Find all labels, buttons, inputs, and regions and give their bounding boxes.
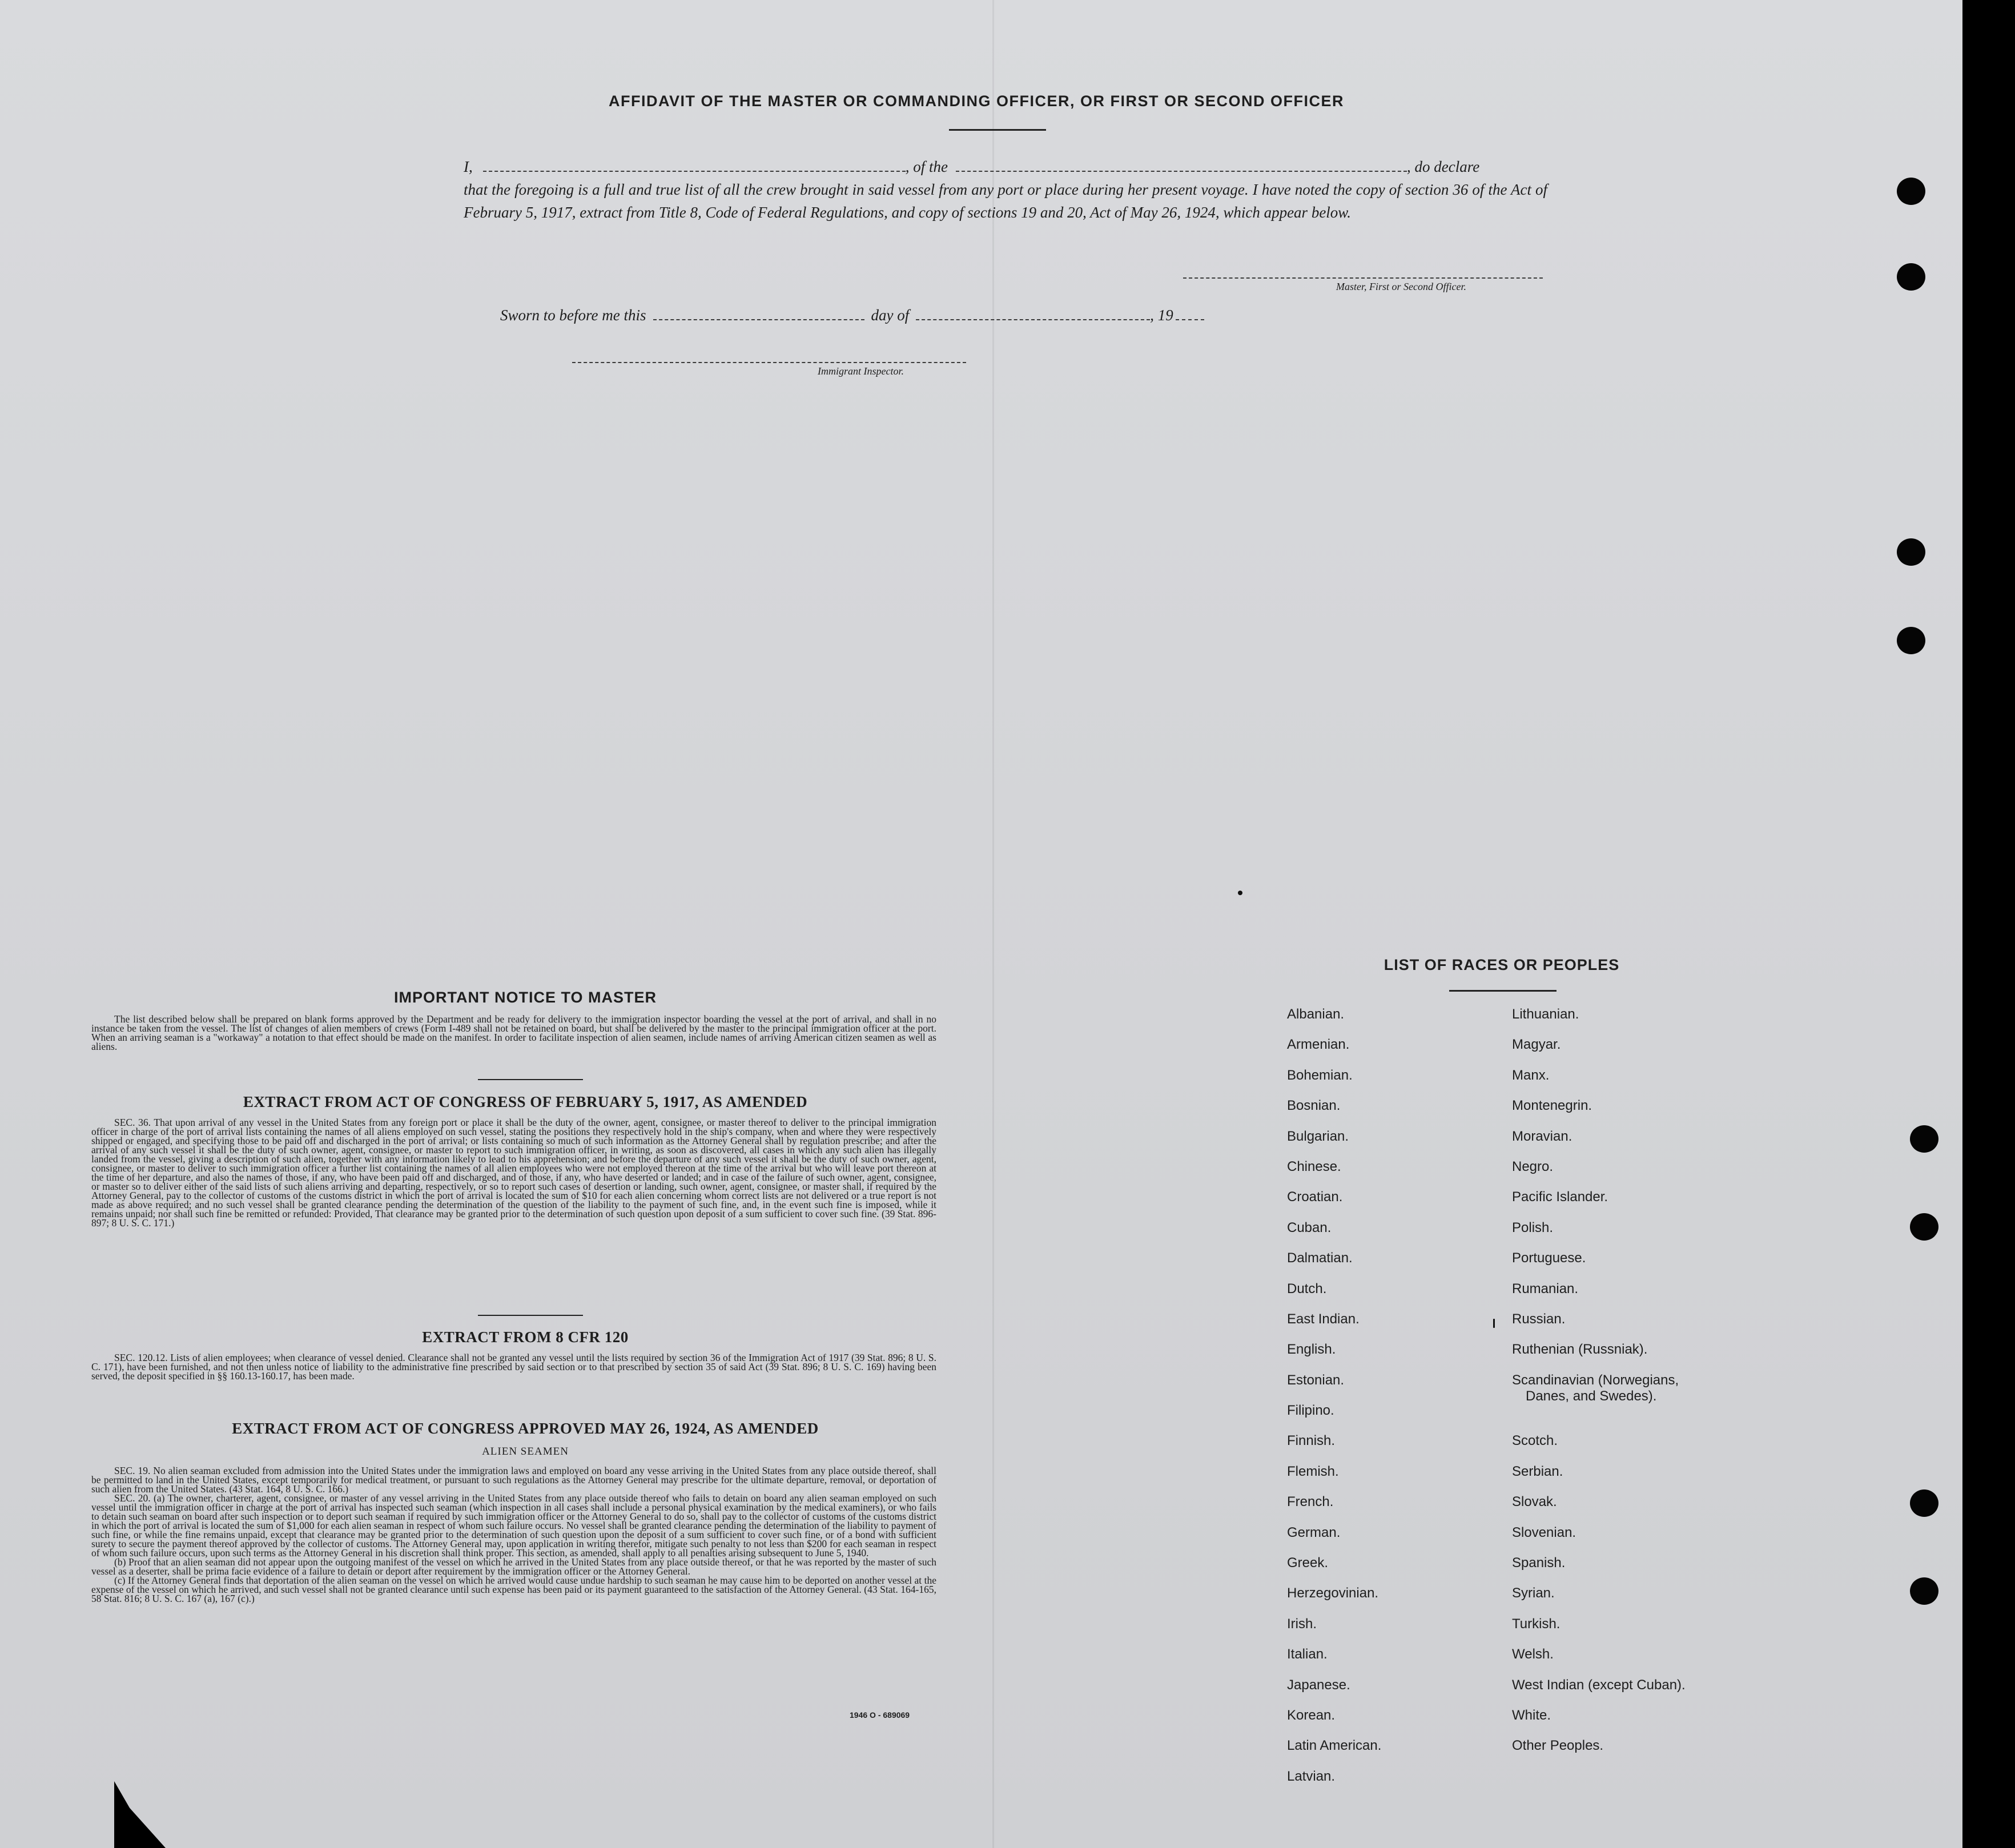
master-signature-line[interactable] [1183, 277, 1543, 279]
notice-rule [478, 1079, 583, 1080]
declaration-body: that the foregoing is a full and true list of all the crew brought in said vessel from any port or place during her present voyage. I have noted the copy of section 36 of the Act of February 5, 1917, extract from Title 8, Code of Federal Regulations, and copy of sections 19 and 20, Act of May 26, 1924, which appear below. [464, 181, 1547, 221]
section-20b-text: (b) Proof that an alien seaman did not appear upon the outgoing manifest of the vessel on which he arrived in the United States from any place outside thereof, or that he was reported by the master of such vessel as a deserter, shall be prima facie evidence of a failure to detain or deport after requirement by the immigration officer or the Attorney General. [91, 1556, 936, 1577]
sworn-day-blank[interactable] [653, 308, 864, 320]
race-item: Croatian. [1287, 1189, 1343, 1205]
extract-1924-subtitle: ALIEN SEAMEN [482, 1446, 569, 1458]
extract-1924-title: EXTRACT FROM ACT OF CONGRESS APPROVED MAY 26, 1924, AS AMENDED [232, 1420, 819, 1437]
extract-1917-title: EXTRACT FROM ACT OF CONGRESS OF FEBRUARY 5, 1917, AS AMENDED [243, 1093, 808, 1110]
race-item: Serbian. [1512, 1463, 1563, 1479]
extract-1917-rule [478, 1315, 583, 1316]
race-item: English. [1287, 1342, 1336, 1358]
race-item: Moravian. [1512, 1128, 1572, 1144]
race-item: Polish. [1512, 1219, 1554, 1235]
race-item: Negro. [1512, 1158, 1554, 1174]
ink-speck [1493, 1319, 1495, 1328]
declaration-first-line [464, 155, 1547, 178]
race-item: Manx. [1512, 1067, 1550, 1083]
race-item: White. [1512, 1708, 1551, 1723]
race-item: Italian. [1287, 1646, 1328, 1662]
title-rule [949, 129, 1046, 131]
notice-body: The list described below shall be prepared on blank forms approved by the Department and be ready for delivery to the immigration inspector boarding the vessel at the port of arrival, and shall in no instance be taken from the vessel. The list of changes of alien members of crews (Form I-489 shall not be retained on board, but shall be delivered by the master to the principal immigration officer at the port. When an arriving seaman is a "workaway" a notation to that effect should be made on the manifest. In order to facilitate inspection of alien seamen, include names of arriving American citizen seamen as well as aliens. [91, 1013, 936, 1052]
race-item: Scotch. [1512, 1433, 1558, 1449]
race-item: Chinese. [1287, 1158, 1341, 1174]
race-item: Spanish. [1512, 1555, 1566, 1571]
sworn-prefix-text: Sworn to before me this [500, 307, 646, 324]
race-item: Armenian. [1287, 1037, 1350, 1053]
vessel-blank[interactable] [956, 159, 1407, 172]
extract-cfr-body: SEC. 120.12. Lists of alien employees; when clearance of vessel denied. Clearance shall not be granted any vessel until the lists required by section 36 of the Immigration Act of 1917 (39 Stat. 896; 8 U. S. C. 171), have been furnished, and not then unless notice of liability to the administrative fine prescribed by said section or to that prescribed by section 35 of said Act (39 Stat. 896; 8 U. S. C. 169) having been served, the deposit specified in §§ 160.13-160.17, has been made. [91, 1352, 936, 1382]
race-item: Finnish. [1287, 1433, 1336, 1449]
race-item: Pacific Islander. [1512, 1189, 1608, 1205]
race-item: Portuguese. [1512, 1250, 1586, 1266]
inspector-signature-caption: Immigrant Inspector. [818, 365, 904, 377]
punch-hole [1897, 627, 1925, 654]
race-item: Syrian. [1512, 1585, 1555, 1601]
punch-hole [1910, 1125, 1938, 1153]
race-item: Dutch. [1287, 1281, 1327, 1297]
race-item: Slovenian. [1512, 1524, 1576, 1540]
print-code: 1946 O - 689069 [850, 1710, 910, 1720]
race-item: Magyar. [1512, 1037, 1561, 1053]
extract-1924-body [91, 1466, 936, 1603]
race-item: Japanese. [1287, 1677, 1350, 1693]
declaration-paragraph [464, 155, 1547, 224]
section-20a-text: SEC. 20. (a) The owner, charterer, agent, consignee, or master of any vessel arriving in the United States from any place outside thereof who fails to detain on board any alien seaman employed on such vessel until the immigration officer in charge at the port of arrival has inspected such seaman (which inspection in all cases shall include a personal physical examination by the medical examiners), or who fails to detain such seaman on board after such inspection or to deport such seaman if required by such immigration officer or the Attorney General to do so, shall pay to the collector of customs of the customs district in which the port of arrival is located the sum of $1,000 for each alien seaman in respect of whom such failure occurs. No vessel shall be granted clearance pending the determination of the liability to payment of such fine, or while the fine remains unpaid, except that clearance may be granted prior to the determination of such question upon the deposit of a sum sufficient to cover such fine, or of a bond with sufficient surety to secure the payment thereof approved by the collector of customs. The Attorney General may, upon application in writing therefor, mitigate such penalty to not less than $200 for each seaman in respect of whom such failure occurs, upon such terms as the Attorney General in his discretion shall think proper. This section, as amended, shall apply to all penalties arising subsequent to June 5, 1940. [91, 1492, 936, 1559]
race-item: Korean. [1287, 1707, 1336, 1723]
notice-title: IMPORTANT NOTICE TO MASTER [394, 989, 657, 1006]
punch-hole [1910, 1577, 1938, 1605]
race-item: Lithuanian. [1512, 1006, 1579, 1022]
sworn-year-blank[interactable] [1176, 308, 1204, 320]
ink-speck [1238, 891, 1242, 895]
day-of-text: day of [871, 307, 910, 324]
race-item: Estonian. [1287, 1372, 1345, 1388]
race-item: Scandinavian (Norwegians, [1512, 1372, 1679, 1388]
race-item: Turkish. [1512, 1616, 1560, 1632]
section-19-text: SEC. 19. No alien seaman excluded from admission into the United States under the immigration laws and employed on board any vesse arriving in the United States from any place outside thereof, shall be permitted to land in the United States, except temporarily for medical treatment, or pursuant to such regulations as the Attorney General may prescribe for the ultimate departure, removal, or deportation of such alien from the United States. (43 Stat. 164, 8 U. S. C. 166.) [91, 1465, 936, 1495]
race-item: West Indian (except Cuban). [1512, 1677, 1686, 1693]
race-item: Irish. [1287, 1616, 1317, 1632]
do-declare-text: , do declare [1407, 158, 1480, 175]
year-prefix-text: , 19 [1150, 307, 1173, 324]
inspector-signature-line[interactable] [572, 362, 966, 363]
punch-hole [1897, 538, 1925, 566]
pre-name-text: I, [464, 158, 473, 175]
punch-hole [1910, 1213, 1938, 1241]
race-item: Flemish. [1287, 1463, 1339, 1479]
races-title: LIST OF RACES OR PEOPLES [1383, 956, 1620, 973]
fold-crease [992, 0, 994, 1848]
race-item: German. [1287, 1524, 1341, 1540]
of-the-text: , of the [905, 158, 948, 175]
affidavit-title: AFFIDAVIT OF THE MASTER OR COMMANDING OFFICER, OR FIRST OR SECOND OFFICER [609, 92, 1344, 110]
sworn-line [500, 304, 1204, 327]
sworn-month-blank[interactable] [916, 308, 1150, 320]
race-item: Slovak. [1512, 1494, 1557, 1510]
name-blank[interactable] [483, 159, 906, 172]
race-item: Latvian. [1287, 1768, 1336, 1784]
race-item: Other Peoples. [1512, 1738, 1604, 1754]
extract-cfr-title: EXTRACT FROM 8 CFR 120 [422, 1328, 629, 1346]
punch-hole [1910, 1489, 1938, 1517]
race-item: French. [1287, 1494, 1334, 1510]
races-rule [1449, 990, 1557, 992]
races-left-column [1287, 1006, 1381, 1799]
race-item: Bosnian. [1287, 1098, 1341, 1114]
race-item: Latin American. [1287, 1738, 1382, 1754]
race-item: Filipino. [1287, 1403, 1334, 1419]
section-20c-text: (c) If the Attorney General finds that deportation of the alien seaman on the vessel on which he arrived would cause undue hardship to such seaman he may cause him to be deported on another vessel at the expense of the vessel on which he arrived, and such vessel shall not be granted clearance until such expense has been paid or its payment guaranteed to the satisfaction of the Attorney General. (43 Stat. 164-165, 58 Stat. 816; 8 U. S. C. 167 (a), 167 (c).) [91, 1575, 936, 1604]
race-item: Cuban. [1287, 1219, 1332, 1235]
race-item: Bohemian. [1287, 1067, 1353, 1083]
race-item: Russian. [1512, 1311, 1566, 1327]
race-item: Danes, and Swedes). [1526, 1388, 1657, 1404]
punch-hole [1897, 263, 1925, 291]
race-item: Rumanian. [1512, 1281, 1579, 1297]
race-item: Montenegrin. [1512, 1098, 1592, 1114]
race-item: Bulgarian. [1287, 1128, 1349, 1144]
race-item: Herzegovinian. [1287, 1585, 1379, 1601]
race-item: Welsh. [1512, 1646, 1554, 1662]
master-signature-caption: Master, First or Second Officer. [1336, 281, 1466, 292]
race-item: Greek. [1287, 1555, 1329, 1571]
torn-corner [114, 1781, 166, 1848]
race-item: Dalmatian. [1287, 1250, 1353, 1266]
race-item: East Indian. [1287, 1311, 1360, 1327]
extract-1917-body: SEC. 36. That upon arrival of any vessel in the United States from any foreign port or place it shall be the duty of the owner, agent, consignee, or master thereof to deliver to the principal immigration officer in charge of the port of arrival lists containing the names of all aliens employed on such vessel, stating the positions they respectively hold in the ship's company, when and where they were respectively shipped or engaged, and specifying those to be paid off and discharged in the port of arrival; or lists containing so much of such information as the Attorney General shall by regulation prescribe; and after the arrival of any such vessel it shall be the duty of such owner, agent, consignee, or master to report to such immigration officer, in writing, as soon as discovered, all cases in which any such alien has illegally landed from the vessel, giving a description of such alien, together with any information likely to lead to his apprehension; and before the departure of any such vessel it shall be the duty of such owner, agent, consignee, or master to deliver to such immigration officer a further list containing the names of all alien employees who were not employed thereon at the time of the arrival but who will leave port thereon at the time of her departure, and also the names of those, if any, who have been paid off and discharged, and of those, if any, who have deserted or landed; and in case of the failure of such owner, agent, consignee, or master so to deliver either of the said lists of such aliens arriving and departing, respectively, or so to report such cases of desertion or landing, such owner, agent, consignee, or master shall, if required by the Attorney General, pay to the collector of customs of the customs district in which the port of arrival is located the sum of $10 for each alien concerning whom correct lists are not delivered or a true report is not made as above required; and no such vessel shall be granted clearance pending the determination of the question of the liability to the payment of such fine, and, in the event such fine is imposed, while it remains unpaid; nor shall such fine be remitted or refunded: Provided, That clearance may be granted prior to the determination of such question upon deposit of a sum sufficient to cover such fine. (39 Stat. 896-897; 8 U. S. C. 171.) [91, 1117, 936, 1229]
punch-hole [1897, 178, 1925, 205]
races-right-column [1512, 1006, 1686, 1769]
race-item: Albanian. [1287, 1006, 1345, 1022]
race-item: Ruthenian (Russniak). [1512, 1342, 1648, 1358]
